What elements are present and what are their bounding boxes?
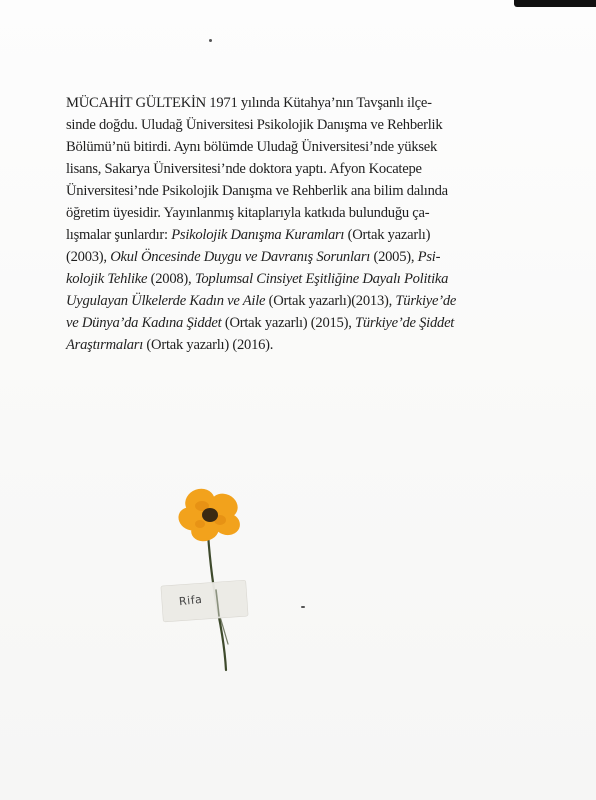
bio-text: Bölümü’nü bitirdi. Aynı bölümde Uludağ Üniversitesi’nde yüksek [66,139,438,155]
author-biography [66,92,498,356]
bio-text: MÜCAHİT GÜLTEKİN 1971 yılında Kütahya’nın Tavşanlı ilçe- [66,95,432,111]
bio-line [66,224,498,246]
bio-line [66,246,498,268]
page-corner-tab [514,0,596,7]
book-title: Okul Öncesinde Duygu ve Davranış Sorunları [110,249,371,265]
pressed-flower-image [150,482,310,672]
book-title: Psi- [417,249,441,265]
bio-line [66,334,498,356]
book-title: Psikolojik Danışma Kuramları [171,227,345,243]
bio-text: (2008), [147,271,195,287]
book-title: Uygulayan Ülkelerde Kadın ve Aile [66,293,266,309]
book-title: Türkiye’de Şiddet [355,315,455,331]
dust-speck [209,39,212,42]
bio-text: (Ortak yazarlı)(2013), [265,293,396,309]
bio-line [66,114,498,136]
bio-text: öğretim üyesidir. Yayınlanmış kitaplarıyla katkıda bulunduğu ça- [66,205,430,221]
bio-line [66,312,498,334]
bio-text: (Ortak yazarlı) (2016). [143,337,274,353]
book-title: Araştırmaları [66,337,144,353]
bio-line [66,136,498,158]
pressed-flower-icon [150,482,310,672]
book-title: Türkiye’de [395,293,457,309]
book-title: Toplumsal Cinsiyet Eşitliğine Dayalı Politika [194,271,449,287]
bio-line [66,92,498,114]
bio-text: lışmalar şunlardır: [66,227,172,243]
bio-line [66,202,498,224]
bio-line [66,180,498,202]
bio-text: (2003), [66,249,111,265]
bio-text: lisans, Sakarya Üniversitesi’nde doktora yaptı. Afyon Kocatepe [66,161,422,177]
bio-text: sinde doğdu. Uludağ Üniversitesi Psikolojik Danışma ve Rehberlik [66,117,443,133]
bio-text: (2005), [370,249,418,265]
bio-text: (Ortak yazarlı) (2015), [221,315,356,331]
bio-text: Üniversitesi’nde Psikolojik Danışma ve Rehberlik ana bilim dalında [66,183,448,199]
flower-label-text: Rifa [178,592,203,609]
bio-text: (Ortak yazarlı) [344,227,431,243]
book-title: ve Dünya’da Kadına Şiddet [66,315,222,331]
bio-line [66,268,498,290]
bio-line [66,158,498,180]
book-title: kolojik Tehlike [66,271,148,287]
bio-line [66,290,498,312]
